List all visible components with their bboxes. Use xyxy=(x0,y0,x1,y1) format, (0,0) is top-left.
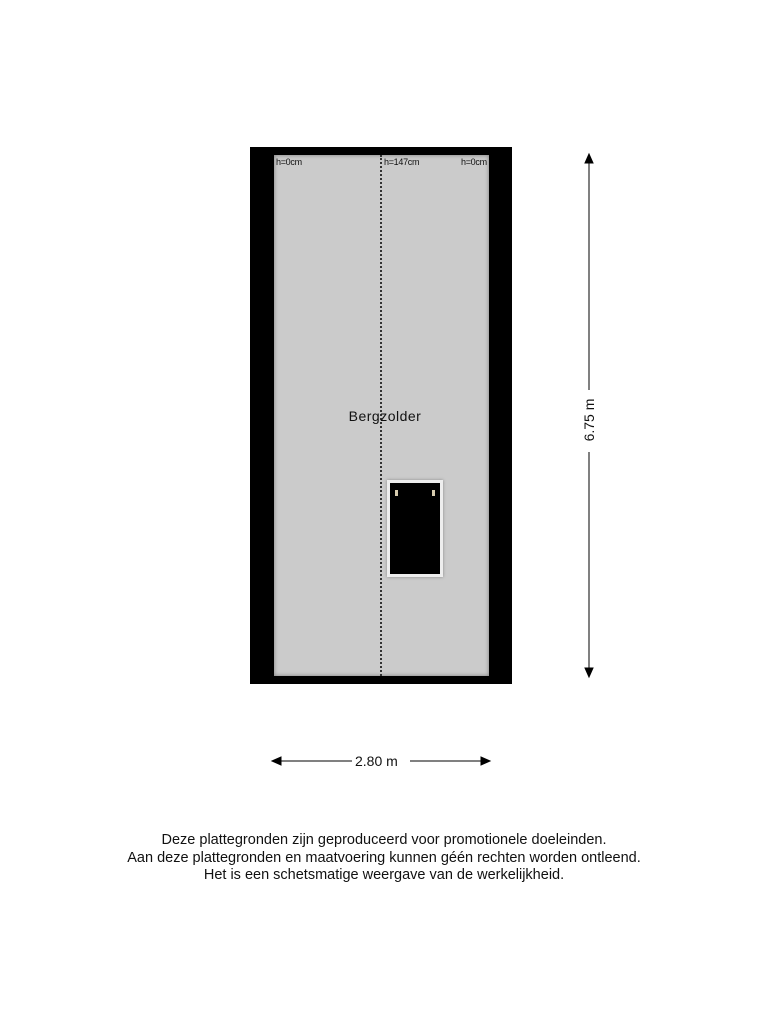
disclaimer xyxy=(0,832,768,885)
height-label-right: h=0cm xyxy=(461,157,487,167)
height-label-left: h=0cm xyxy=(276,157,302,167)
disclaimer-line: Deze plattegronden zijn geproduceerd voor promotionele doeleinden. xyxy=(161,832,607,848)
disclaimer-line: Aan deze plattegronden en maatvoering kunnen géén rechten worden ontleend. xyxy=(127,849,641,866)
arrow-left-icon xyxy=(272,757,281,765)
height-label-ridge: h=147cm xyxy=(384,157,420,167)
arrow-up-icon xyxy=(585,154,593,163)
arrow-right-icon xyxy=(481,757,490,765)
width-dimension-label: 2.80 m xyxy=(355,753,398,769)
height-dimension-label: 6.75 m xyxy=(581,391,597,449)
arrow-down-icon xyxy=(585,668,593,677)
room-label: Bergzolder xyxy=(348,408,422,424)
disclaimer-line: Het is een schetsmatige weergave van de werkelijkheid. xyxy=(203,867,565,883)
